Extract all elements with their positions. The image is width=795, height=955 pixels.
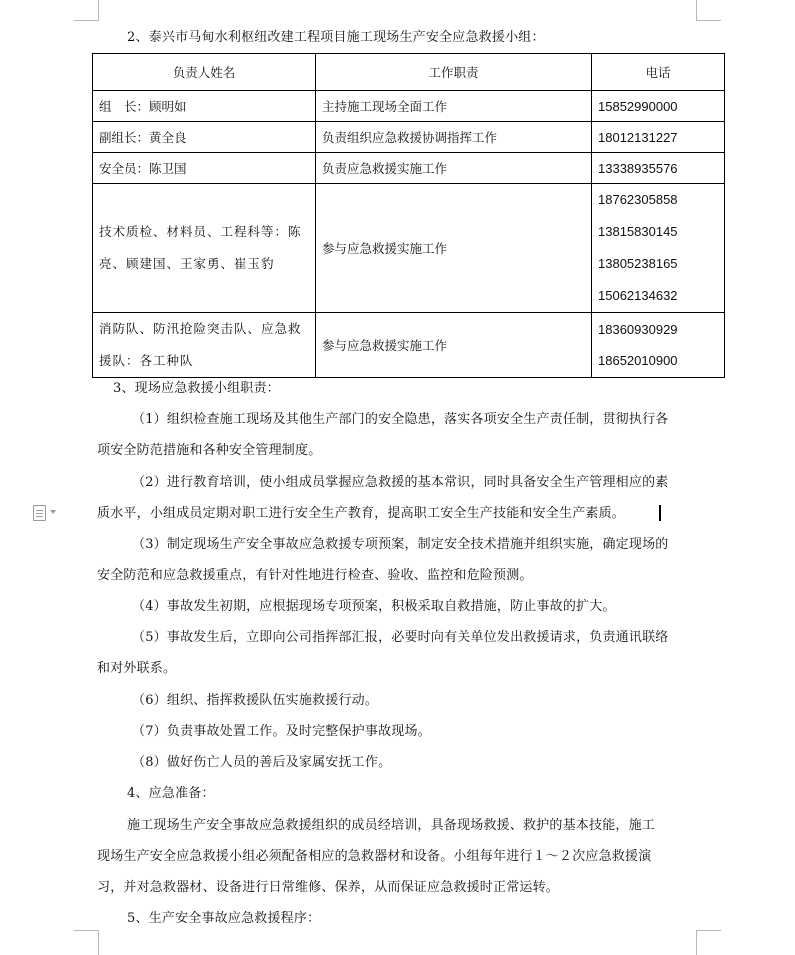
duty-5-line-1: （5）事故发生后，立即向公司指挥部汇报，必要时向有关单位发出救援请求，负责通讯联络 [132, 630, 669, 645]
section-heading-5: 5、生产安全事故应急救援程序： [127, 911, 321, 926]
member-phone: 18360930929 [598, 322, 678, 337]
member-duty: 负责应急救援实施工作 [316, 153, 592, 184]
member-phone: 13338935576 [592, 153, 725, 184]
member-duty: 主持施工现场全面工作 [316, 91, 592, 122]
duty-1-line-2: 项安全防范措施和各种安全管理制度。 [97, 443, 322, 458]
section-heading-4: 4、应急准备： [127, 786, 215, 801]
rescue-team-table [92, 53, 725, 378]
member-name: 组 长：顾明如 [93, 91, 316, 122]
member-duty: 参与应急救援实施工作 [316, 313, 592, 378]
member-duty: 参与应急救援实施工作 [316, 184, 592, 313]
column-header: 电话 [592, 54, 725, 91]
page-corner-mark [74, 0, 99, 21]
duty-3-line-2: 安全防范和应急救援重点，有针对性地进行检查、验收、监控和危险预测。 [97, 568, 533, 583]
table-header-row [93, 54, 725, 91]
member-name: 副组长：黄全良 [93, 122, 316, 153]
table-row [93, 122, 725, 153]
column-header: 负责人姓名 [93, 54, 316, 91]
member-phone: 15062134632 [598, 288, 678, 303]
duty-2-line-2: 质水平，小组成员定期对职工进行安全生产教育，提高职工安全生产技能和安全生产素质。 [97, 506, 626, 521]
prep-line-3: 习，并对急救器材、设备进行日常维修、保养，从而保证应急救援时正常运转。 [97, 880, 560, 895]
member-phone: 15852990000 [592, 91, 725, 122]
member-name: 技术质检、材料员、工程科等：陈亮、顾建国、王家勇、崔玉豹 [93, 184, 316, 313]
column-header: 工作职责 [316, 54, 592, 91]
section-heading-2: 2、泰兴市马甸水利枢纽改建工程项目施工现场生产安全应急救援小组： [127, 30, 545, 45]
chevron-down-icon [50, 510, 56, 514]
page-corner-mark [696, 0, 721, 21]
section-heading-3: 3、现场应急救援小组职责： [113, 381, 280, 396]
table-row [93, 153, 725, 184]
text-cursor [659, 505, 661, 521]
duty-5-line-2: 和对外联系。 [97, 661, 177, 676]
table-row [93, 313, 725, 378]
page-corner-mark [74, 930, 99, 955]
page-corner-mark [696, 930, 721, 955]
duty-7: （7）负责事故处置工作。及时完整保护事故现场。 [132, 724, 431, 739]
duty-1-line-1: （1）组织检查施工现场及其他生产部门的安全隐患，落实各项安全生产责任制，贯彻执行各 [132, 412, 669, 427]
member-name: 消防队、防汛抢险突击队、应急救援队：各工种队 [93, 313, 316, 378]
duty-6: （6）组织、指挥救援队伍实施救援行动。 [132, 693, 379, 708]
prep-line-2: 现场生产安全应急救援小组必须配备相应的急救器材和设备。小组每年进行１～２次应急救援演 [97, 849, 652, 864]
prep-line-1: 施工现场生产安全事故应急救援组织的成员经培训，具备现场救援、救护的基本技能，施工 [127, 818, 656, 833]
document-icon [33, 505, 46, 521]
table-row [93, 91, 725, 122]
member-phone: 18652010900 [598, 353, 678, 368]
member-duty: 负责组织应急救援协调指挥工作 [316, 122, 592, 153]
duty-4: （4）事故发生初期，应根据现场专项预案，积极采取自救措施，防止事故的扩大。 [132, 599, 616, 614]
member-phone: 18762305858 [598, 192, 678, 207]
member-phone: 13815830145 [598, 224, 678, 239]
duty-2-line-1: （2）进行教育培训，使小组成员掌握应急救援的基本常识，同时具备安全生产管理相应的素 [132, 475, 669, 490]
table-row [93, 184, 725, 313]
duty-3-line-1: （3）制定现场生产安全事故应急救援专项预案，制定安全技术措施并组织实施，确定现场的 [132, 537, 669, 552]
paragraph-options-button[interactable] [33, 505, 59, 521]
duty-8: （8）做好伤亡人员的善后及家属安抚工作。 [132, 755, 392, 770]
member-name: 安全员：陈卫国 [93, 153, 316, 184]
member-phone: 18012131227 [592, 122, 725, 153]
member-phones [592, 313, 725, 378]
member-phone: 13805238165 [598, 256, 678, 271]
member-phones [592, 184, 725, 313]
